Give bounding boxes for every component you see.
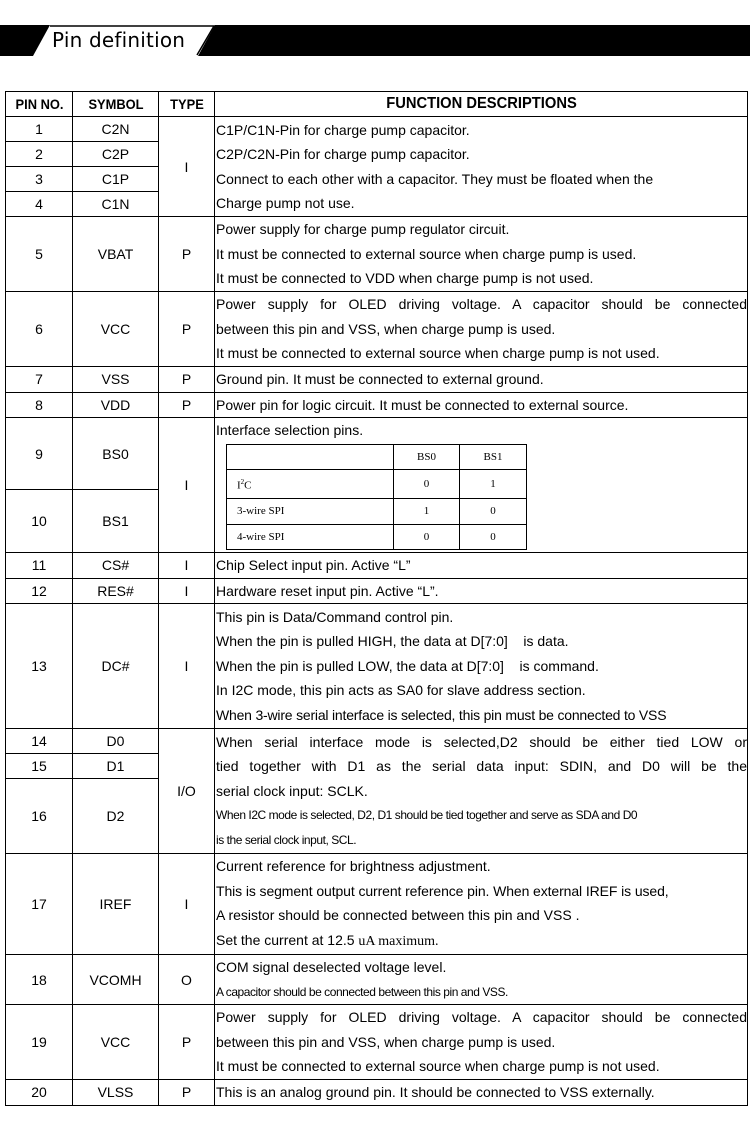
pin-symbol: D0: [73, 729, 159, 754]
function-line: Chip Select input pin. Active “L”: [216, 557, 411, 574]
function-line: COM signal deselected voltage level.: [216, 959, 447, 976]
section-banner: [0, 25, 750, 56]
bs-table-row: [227, 470, 527, 499]
table-row: [6, 1005, 748, 1080]
pin-function: [215, 367, 748, 393]
pin-symbol: D2: [73, 779, 159, 854]
bs0-value: 0: [394, 470, 460, 499]
function-line: between this pin and VSS, when charge pump is used.: [216, 1033, 556, 1050]
bs1-value: 1: [460, 470, 527, 499]
pin-function: [215, 292, 748, 367]
function-line: This pin is Data/Command control pin.: [216, 608, 454, 625]
pin-symbol: VDD: [73, 392, 159, 418]
function-line: tied together with D1 as the serial data input: SDIN, and D0 will be the: [216, 758, 747, 775]
function-line: This is an analog ground pin. It should be connected to VSS externally.: [216, 1084, 655, 1101]
pin-number: 16: [6, 779, 73, 854]
function-line: Power pin for logic circuit. It must be connected to external source.: [216, 396, 629, 413]
function-line: Ground pin. It must be connected to external ground.: [216, 371, 544, 387]
function-line: serial clock input: SCLK.: [216, 782, 368, 799]
bs-col-header: BS1: [460, 444, 527, 470]
pin-type: I: [159, 854, 215, 955]
function-text: Set the current at 12.5: [216, 931, 359, 948]
table-row: [6, 729, 748, 754]
bs-col-header: BS0: [394, 444, 460, 470]
pin-type: I: [159, 604, 215, 729]
pin-number: 8: [6, 392, 73, 418]
pin-number: 11: [6, 553, 73, 579]
bs-mode-label: 3-wire SPI: [227, 499, 394, 525]
function-line: Hardware reset input pin. Active “L”.: [216, 582, 439, 599]
pin-symbol: CS#: [73, 553, 159, 579]
table-row: [6, 854, 748, 955]
pin-symbol: VSS: [73, 367, 159, 393]
table-row: [6, 1080, 748, 1106]
function-line: It must be connected to VDD when charge pump is not used.: [216, 270, 594, 287]
bs1-value: 0: [460, 524, 527, 550]
pin-symbol: IREF: [73, 854, 159, 955]
function-line: [216, 928, 747, 955]
bs0-value: 0: [394, 524, 460, 550]
pin-symbol: C1N: [73, 192, 159, 217]
col-header-function: FUNCTION DESCRIPTIONS: [236, 92, 726, 117]
function-line: C2P/C2N-Pin for charge pump capacitor.: [216, 146, 470, 162]
function-line: Power supply for OLED driving voltage. A capacitor should be connected: [216, 296, 747, 313]
table-header-row: [6, 92, 748, 117]
function-line: is the serial clock input, SCL.: [216, 832, 357, 847]
function-line: Current reference for brightness adjustment.: [216, 858, 491, 875]
pin-number: 4: [6, 192, 73, 217]
pin-symbol: RES#: [73, 578, 159, 604]
pin-function: [215, 578, 748, 604]
table-row: [6, 217, 748, 292]
pin-symbol: BS0: [73, 418, 159, 490]
function-line: between this pin and VSS, when charge pump is used.: [216, 320, 556, 337]
pin-number: 18: [6, 955, 73, 1005]
table-row: [6, 367, 748, 393]
pin-function: [215, 604, 748, 729]
pin-number: 14: [6, 729, 73, 754]
pin-function: [215, 1005, 748, 1080]
bs-table-header: [227, 444, 527, 470]
pin-number: 5: [6, 217, 73, 292]
col-header-pin-no: PIN NO.: [8, 92, 70, 117]
bs-mode-label: 4-wire SPI: [227, 524, 394, 550]
pin-number: 3: [6, 167, 73, 192]
pin-definition-table: [5, 91, 748, 1106]
pin-number: 7: [6, 367, 73, 393]
function-line: When serial interface mode is selected,D2 should be either tied LOW or: [216, 733, 747, 750]
pin-symbol: DC#: [73, 604, 159, 729]
function-line: A capacitor should be connected between this pin and VSS.: [216, 984, 508, 999]
function-line: Power supply for OLED driving voltage. A capacitor should be connected: [216, 1009, 747, 1026]
bs-mode-label: [227, 470, 394, 499]
table-row: [6, 955, 748, 1005]
pin-number: 10: [6, 490, 73, 553]
pin-number: 2: [6, 142, 73, 167]
table-row: [6, 604, 748, 729]
pin-number: 1: [6, 117, 73, 142]
pin-function: [215, 117, 748, 217]
pin-number: 19: [6, 1005, 73, 1080]
pin-symbol: VCOMH: [73, 955, 159, 1005]
function-line: Power supply for charge pump regulator circuit.: [216, 221, 510, 238]
pin-type: P: [159, 217, 215, 292]
pin-function: [215, 392, 748, 418]
pin-type: O: [159, 955, 215, 1005]
table-row: [6, 117, 748, 142]
function-line: This is segment output current reference pin. When external IREF is used,: [216, 882, 669, 899]
pin-symbol: C1P: [73, 167, 159, 192]
function-line: C1P/C1N-Pin for charge pump capacitor.: [216, 121, 470, 138]
table-row: [6, 392, 748, 418]
pin-symbol: C2P: [73, 142, 159, 167]
pin-symbol: VCC: [73, 292, 159, 367]
table-row: [6, 578, 748, 604]
function-text-unit: uA maximum.: [358, 933, 439, 949]
bs0-value: 1: [394, 499, 460, 525]
function-line: When the pin is pulled HIGH, the data at D[7:0] is data.: [216, 633, 569, 650]
function-line: Charge pump not use.: [216, 195, 355, 211]
function-line: When the pin is pulled LOW, the data at D[7:0] is command.: [216, 657, 599, 674]
table-row: [6, 292, 748, 367]
pin-type: P: [159, 367, 215, 393]
pin-symbol: VLSS: [73, 1080, 159, 1106]
col-header-type: TYPE: [161, 92, 213, 117]
pin-function: [215, 854, 748, 955]
pin-symbol: C2N: [73, 117, 159, 142]
function-line: It must be connected to external source when charge pump is not used.: [216, 1058, 660, 1075]
pin-type: P: [159, 292, 215, 367]
pin-function: [215, 729, 748, 854]
bs1-value: 0: [460, 499, 527, 525]
pin-number: 17: [6, 854, 73, 955]
pin-symbol: VCC: [73, 1005, 159, 1080]
bs-mode-text: I: [237, 479, 241, 492]
pin-function: [215, 1080, 748, 1106]
function-line: It must be connected to external source when charge pump is used.: [216, 245, 637, 262]
section-title: Pin definition: [52, 28, 186, 52]
pin-number: 20: [6, 1080, 73, 1106]
function-line: Interface selection pins.: [216, 422, 364, 438]
pin-type: P: [159, 1005, 215, 1080]
pin-type: P: [159, 1080, 215, 1106]
function-line: It must be connected to external source when charge pump is not used.: [216, 345, 660, 362]
function-line: When 3-wire serial interface is selected, this pin must be connected to VSS: [216, 706, 667, 723]
function-line: Connect to each other with a capacitor. They must be floated when the: [216, 170, 654, 187]
pin-type: I: [159, 418, 215, 553]
bs-table-row: [227, 524, 527, 550]
pin-symbol: D1: [73, 754, 159, 779]
pin-function: [215, 418, 748, 553]
function-line: When I2C mode is selected, D2, D1 should be tied together and serve as SDA and D0: [216, 808, 638, 823]
table-row: [6, 418, 748, 490]
pin-function: [215, 955, 748, 1005]
bs-mode-superscript: 2: [240, 478, 245, 486]
function-line: In I2C mode, this pin acts as SA0 for slave address section.: [216, 682, 586, 699]
pin-symbol: BS1: [73, 490, 159, 553]
pin-symbol: VBAT: [73, 217, 159, 292]
pin-function: [215, 217, 748, 292]
pin-number: 13: [6, 604, 73, 729]
pin-number: 6: [6, 292, 73, 367]
pin-number: 15: [6, 754, 73, 779]
pin-number: 9: [6, 418, 73, 490]
table-row: [6, 553, 748, 579]
bs-table-corner: [227, 444, 394, 470]
bs-table-row: [227, 499, 527, 525]
pin-number: 12: [6, 578, 73, 604]
pin-type: I: [159, 117, 215, 217]
function-line: A resistor should be connected between this pin and VSS .: [216, 907, 580, 924]
pin-function: [215, 553, 748, 579]
pin-type: P: [159, 392, 215, 418]
pin-type: I: [159, 553, 215, 579]
pin-type: I: [159, 578, 215, 604]
bs-selection-table: [226, 444, 527, 551]
col-header-symbol: SYMBOL: [76, 92, 155, 117]
pin-type: I/O: [159, 729, 215, 854]
bs-mode-text: C: [244, 479, 252, 492]
